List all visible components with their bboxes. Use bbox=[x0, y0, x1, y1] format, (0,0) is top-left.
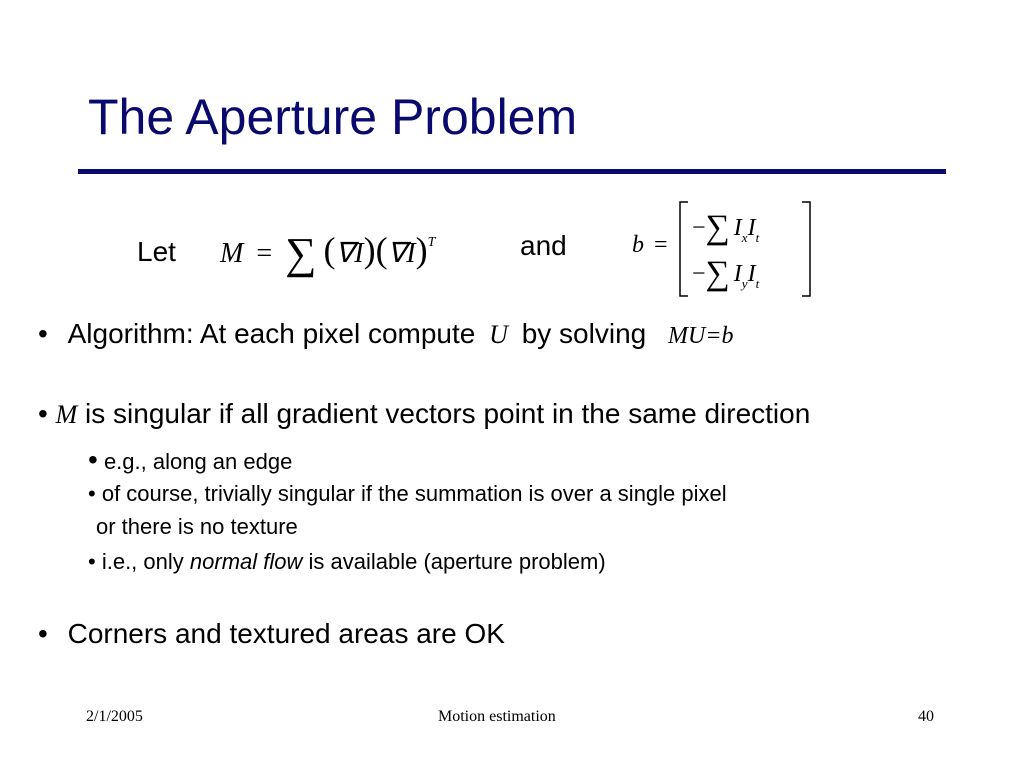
bullet-marker: • bbox=[38, 618, 48, 649]
gradient-term: ∇I bbox=[387, 238, 416, 269]
bullet-marker: • bbox=[88, 549, 96, 574]
system-equation: MU=b bbox=[668, 323, 734, 349]
sub-bullet-text: i.e., only bbox=[101, 549, 184, 574]
intensity-var: I bbox=[747, 215, 756, 241]
footer-page-number: 40 bbox=[918, 708, 934, 725]
b-equation-lhs bbox=[632, 232, 668, 259]
u-variable: U bbox=[489, 320, 508, 349]
title-underline bbox=[78, 169, 946, 174]
b-variable: b bbox=[632, 232, 644, 258]
intensity-var: I bbox=[733, 215, 742, 241]
algorithm-text: Algorithm: At each pixel compute bbox=[67, 318, 476, 349]
sub-bullet-continuation: or there is no texture bbox=[96, 514, 298, 539]
m-equation bbox=[220, 222, 436, 278]
m-variable: M bbox=[55, 400, 78, 429]
sub-bullet-edge bbox=[88, 444, 292, 476]
matrix-bracket-right bbox=[796, 200, 818, 298]
bullet-marker: • bbox=[88, 481, 96, 506]
bullet-marker: • bbox=[38, 318, 48, 349]
bullet-algorithm bbox=[38, 318, 734, 350]
subscript: t bbox=[755, 276, 760, 291]
matrix-row-2 bbox=[692, 252, 759, 290]
singular-text: is singular if all gradient vectors point in the same direction bbox=[85, 398, 811, 429]
paren-close: ) bbox=[363, 230, 376, 270]
sum-symbol: ∑ bbox=[705, 209, 730, 246]
intensity-var: I bbox=[733, 261, 742, 287]
subscript: x bbox=[741, 230, 748, 245]
subscript: y bbox=[741, 276, 748, 291]
and-label: and bbox=[520, 230, 567, 261]
subscript: t bbox=[755, 230, 760, 245]
sub-bullet-single-pixel bbox=[88, 481, 727, 507]
paren-open: ( bbox=[375, 230, 388, 270]
transpose-superscript: T bbox=[427, 235, 436, 250]
equals-sign: = bbox=[256, 238, 273, 269]
paren-close: ) bbox=[415, 230, 428, 270]
bullet-marker: • bbox=[38, 398, 48, 429]
sum-symbol: ∑ bbox=[285, 229, 317, 278]
gradient-term: ∇I bbox=[335, 238, 364, 269]
sub-bullet-text: of course, trivially singular if the summation is over a single pixel bbox=[101, 481, 727, 506]
sub-bullet-normal-flow bbox=[88, 549, 606, 575]
matrix-row-1 bbox=[692, 206, 759, 244]
minus-sign: − bbox=[692, 215, 706, 241]
paren-open: ( bbox=[323, 230, 336, 270]
by-solving-text: by solving bbox=[521, 318, 647, 349]
sub-bullet-text: e.g., along an edge bbox=[103, 449, 293, 474]
footer-topic: Motion estimation bbox=[438, 708, 556, 725]
slide-title: The Aperture Problem bbox=[88, 89, 578, 145]
bullet-marker: • bbox=[88, 444, 98, 475]
normal-flow-emphasis: normal flow bbox=[189, 549, 303, 574]
sub-bullet-text: is available (aperture problem) bbox=[308, 549, 606, 574]
corners-text: Corners and textured areas are OK bbox=[67, 618, 505, 649]
bullet-singular bbox=[38, 398, 810, 430]
sum-symbol: ∑ bbox=[705, 255, 730, 292]
m-variable: M bbox=[220, 238, 244, 269]
footer-date: 2/1/2005 bbox=[86, 708, 143, 725]
bullet-corners bbox=[38, 618, 505, 650]
intensity-var: I bbox=[747, 261, 756, 287]
equals-sign: = bbox=[654, 232, 668, 258]
minus-sign: − bbox=[692, 261, 706, 287]
let-label: Let bbox=[137, 236, 176, 267]
